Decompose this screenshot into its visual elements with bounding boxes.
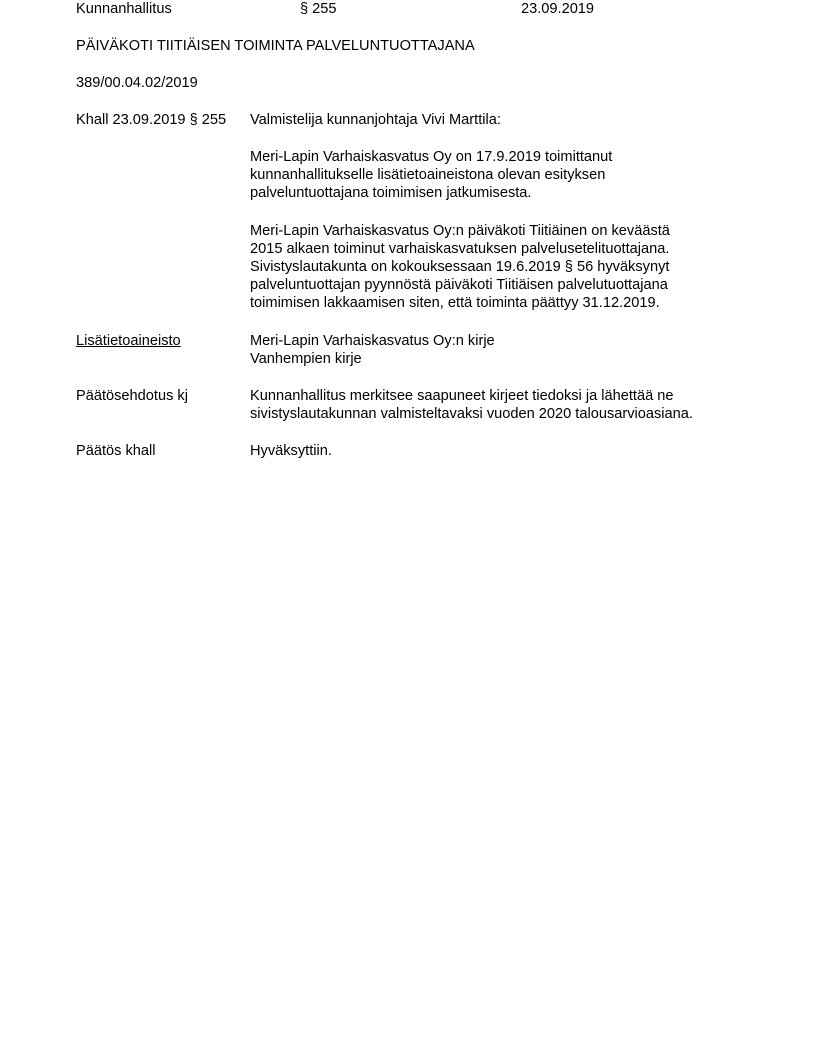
attachments-list [250,332,770,368]
preparation-paragraph-2 [250,222,770,312]
paragraph-1-line: kunnanhallitukselle lisätietoaineistona olevan esityksen [250,167,606,183]
proposal-line: sivistyslautakunnan valmisteltavaksi vuoden 2020 talousarvioasiana. [250,406,693,422]
decision-label: Päätös khall [76,443,156,459]
proposal-content [250,387,770,423]
preparation-label: Khall 23.09.2019 § 255 [76,112,227,128]
case-number: 389/00.04.02/2019 [76,75,198,91]
attachment-item: Vanhempien kirje [250,351,362,367]
paragraph-2-line: 2015 alkaen toiminut varhaiskasvatuksen palvelusetelituottajana. [250,241,670,257]
paragraph-1-line: palveluntuottajana toimimisen jatkumisesta. [250,185,532,201]
paragraph-2-line: toimimisen lakkaamisen siten, että toiminta päättyy 31.12.2019. [250,295,660,311]
attachments-label: Lisätietoaineisto [76,333,181,349]
document-title: PÄIVÄKOTI TIITIÄISEN TOIMINTA PALVELUNTUOTTAJANA [76,38,475,54]
proposal-label: Päätösehdotus kj [76,388,188,404]
preparation-content [250,111,770,129]
decision-text: Hyväksyttiin. [250,443,332,459]
paragraph-2-line: palveluntuottajan pyynnöstä päiväkoti Tiitiäisen palvelutuottajana [250,277,668,293]
header-date: 23.09.2019 [521,1,595,17]
header-section-number: § 255 [300,1,337,17]
paragraph-1-line: Meri-Lapin Varhaiskasvatus Oy on 17.9.2019 toimittanut [250,149,613,165]
header-body-name: Kunnanhallitus [76,1,172,17]
preparation-paragraph-1 [250,148,770,202]
paragraph-2-line: Sivistyslautakunta on kokouksessaan 19.6.2019 § 56 hyväksynyt [250,259,670,275]
preparer-line: Valmistelija kunnanjohtaja Vivi Marttila: [250,112,501,128]
attachment-item: Meri-Lapin Varhaiskasvatus Oy:n kirje [250,333,495,349]
paragraph-2-line: Meri-Lapin Varhaiskasvatus Oy:n päiväkoti Tiitiäinen on keväästä [250,223,670,239]
proposal-line: Kunnanhallitus merkitsee saapuneet kirjeet tiedoksi ja lähettää ne [250,388,674,404]
